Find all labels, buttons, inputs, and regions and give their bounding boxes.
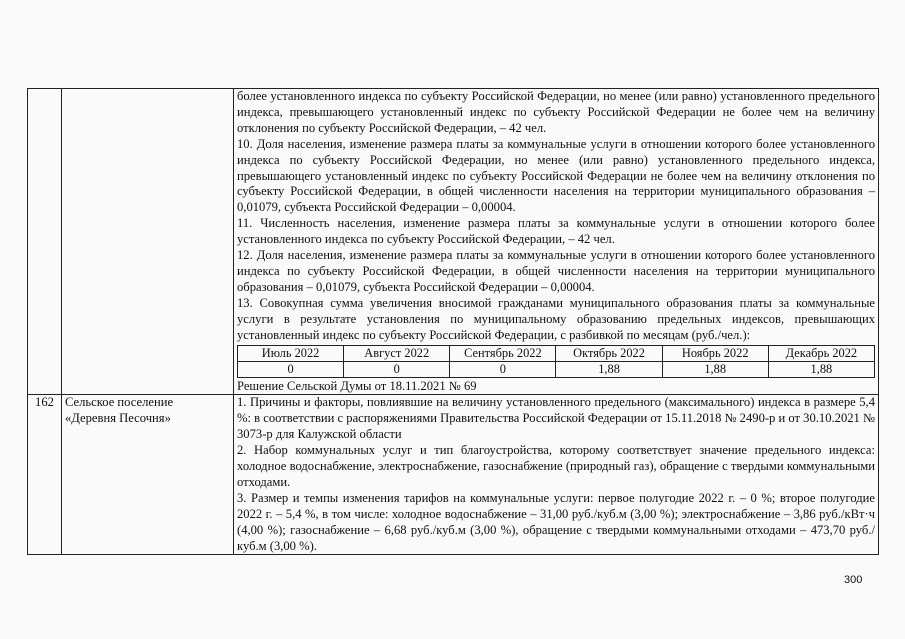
month-header: Август 2022 [344, 345, 450, 361]
table-row-162 [28, 395, 879, 555]
month-value: 1,88 [556, 361, 662, 377]
item-10: 10. Доля населения, изменение размера платы за коммунальные услуги в отношении которого более установленного индекса по субъекту Российской Федерации, но менее (или равно) установленного предельного индекса, превышающего установленный индекс по субъекту Российской Федерации не более чем на величину отклонения по субъекту Российской Федерации, в общей численности населения на территории муниципального образования – 0,01079, субъекта Российской Федерации – 0,00004. [237, 136, 875, 215]
months-values-row [238, 361, 875, 377]
month-header: Декабрь 2022 [768, 345, 874, 361]
municipality-cell [62, 395, 234, 555]
row-number-cell [28, 89, 62, 395]
month-value: 0 [344, 361, 450, 377]
item-13: 13. Совокупная сумма увеличения вносимой гражданами муниципального образования платы за коммунальные услуги в результате установления по муниципальному образованию предельных индексов, превышающих установленный индекс по субъекту Российской Федерации, с разбивкой по месяцам (руб./чел.): [237, 295, 875, 342]
month-header: Ноябрь 2022 [662, 345, 768, 361]
monthly-amounts-table [237, 345, 875, 378]
content-cell [234, 89, 879, 395]
item-11: 11. Численность населения, изменение размера платы за коммунальные услуги в отношении которого более установленного индекса по субъекту Российской Федерации, – 42 чел. [237, 216, 875, 247]
page-number: 300 [844, 574, 863, 586]
month-header: Сентябрь 2022 [450, 345, 556, 361]
month-header: Июль 2022 [238, 345, 344, 361]
item-1: 1. Причины и факторы, повлиявшие на величину установленного предельного (максимального) индекса в размере 5,4 %: в соответствии с распоряжениями Правительства Российской Федерации от 15.11.2018 № 2490-р и от 30.10.2021 № 3073-р для Калужской области [237, 395, 876, 442]
document-table [27, 88, 879, 555]
municipality-cell [62, 89, 234, 395]
month-value: 1,88 [768, 361, 874, 377]
months-header-row [238, 345, 875, 361]
decision-reference: Решение Сельской Думы от 18.11.2021 № 69 [237, 378, 477, 393]
row-number: 162 [28, 395, 62, 555]
item-3: 3. Размер и темпы изменения тарифов на коммунальные услуги: первое полугодие 2022 г. – 0 %; второе полугодие 2022 г. – 5,4 %, в том числе: холодное водоснабжение – 31,00 руб./куб.м (3,00 %); электроснабжение – 3,86 руб./кВт·ч (4,00 %); газоснабжение – 6,68 руб./куб.м (3,00 %), обращение с твердыми коммунальными отходами – 473,70 руб./куб.м (3,00 %). [237, 490, 875, 553]
item-12: 12. Доля населения, изменение размера платы за коммунальные услуги в отношении которого более установленного индекса по субъекту Российской Федерации, в общей численности населения на территории муниципального образования – 0,01079, субъекта Российской Федерации – 0,00004. [237, 248, 875, 294]
item-10-continuation: более установленного индекса по субъекту Российской Федерации, но менее (или равно) установленного предельного индекса, превышающего установленный индекс по субъекту Российской Федерации не более чем на величину отклонения по субъекту Российской Федерации, – 42 чел. [237, 89, 875, 135]
month-value: 1,88 [662, 361, 768, 377]
month-value: 0 [238, 361, 344, 377]
content-cell [234, 395, 879, 555]
municipality-name-line2: «Деревня Песочня» [65, 411, 171, 426]
table-row-prev [28, 89, 879, 395]
municipality-name-line1: Сельское поселение [65, 395, 174, 410]
item-2: 2. Набор коммунальных услуг и тип благоустройства, которому соответствует значение предельного индекса: холодное водоснабжение, электроснабжение, газоснабжение (природный газ), обращение с твердыми коммунальными отходами. [237, 443, 875, 489]
month-header: Октябрь 2022 [556, 345, 662, 361]
month-value: 0 [450, 361, 556, 377]
